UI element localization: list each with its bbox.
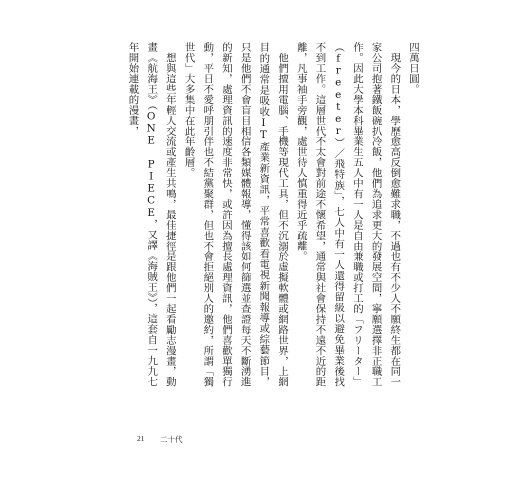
body-text	[126, 42, 422, 387]
page-number: 21	[137, 434, 145, 443]
section-heading: 四萬日圓。	[407, 42, 419, 95]
running-title: 二十代	[160, 435, 183, 444]
paragraph: 想與這些年輕人交流或產生共鳴，最佳捷徑是跟他們一起看勵志漫畫，動畫《航海王》（ONE PIECE，又譯《海賊王》），這套自一九九七年開始連載的漫畫，	[126, 42, 176, 387]
paragraph: 現今的日本，學歷愈高反倒愈難求職，不過也有不少人不願終生都在同一家公司抱著鐵飯碗扒冷飯，他們為追求更大的發展空間，寧願選擇非正職工作。因此大學本科畢業生五人中有一人是自由兼職或打工的「フリーター」（freeter）／飛特族」，七人中有一人還得留級以避免畢業後找不到工作。這層世代不太會對前途不懷希望，通常與社會保持不遠不近的距離，凡事袖手旁觀，處世待人慎重得近乎疏離。	[294, 42, 401, 387]
paragraph: 他們擅用電腦、手機等現代工具，但不沉溺於虛擬軟體或網路世界，上網目的通常是吸收IT產業新資訊，平常喜歡看電視新聞報導或綜藝節目，只是他們不會盲目相信各類媒體報導，懂得該如何篩選並查證每天不斷湧進的新知，處理資訊的速度非常快，或許因為擅長處理資訊，他們喜歡單獨行動，平日不愛呼朋引伴也不結黨聚群，但也不會拒絕別人的邀約，所謂「獨世代」大多集中在此年齡層。	[182, 42, 289, 387]
